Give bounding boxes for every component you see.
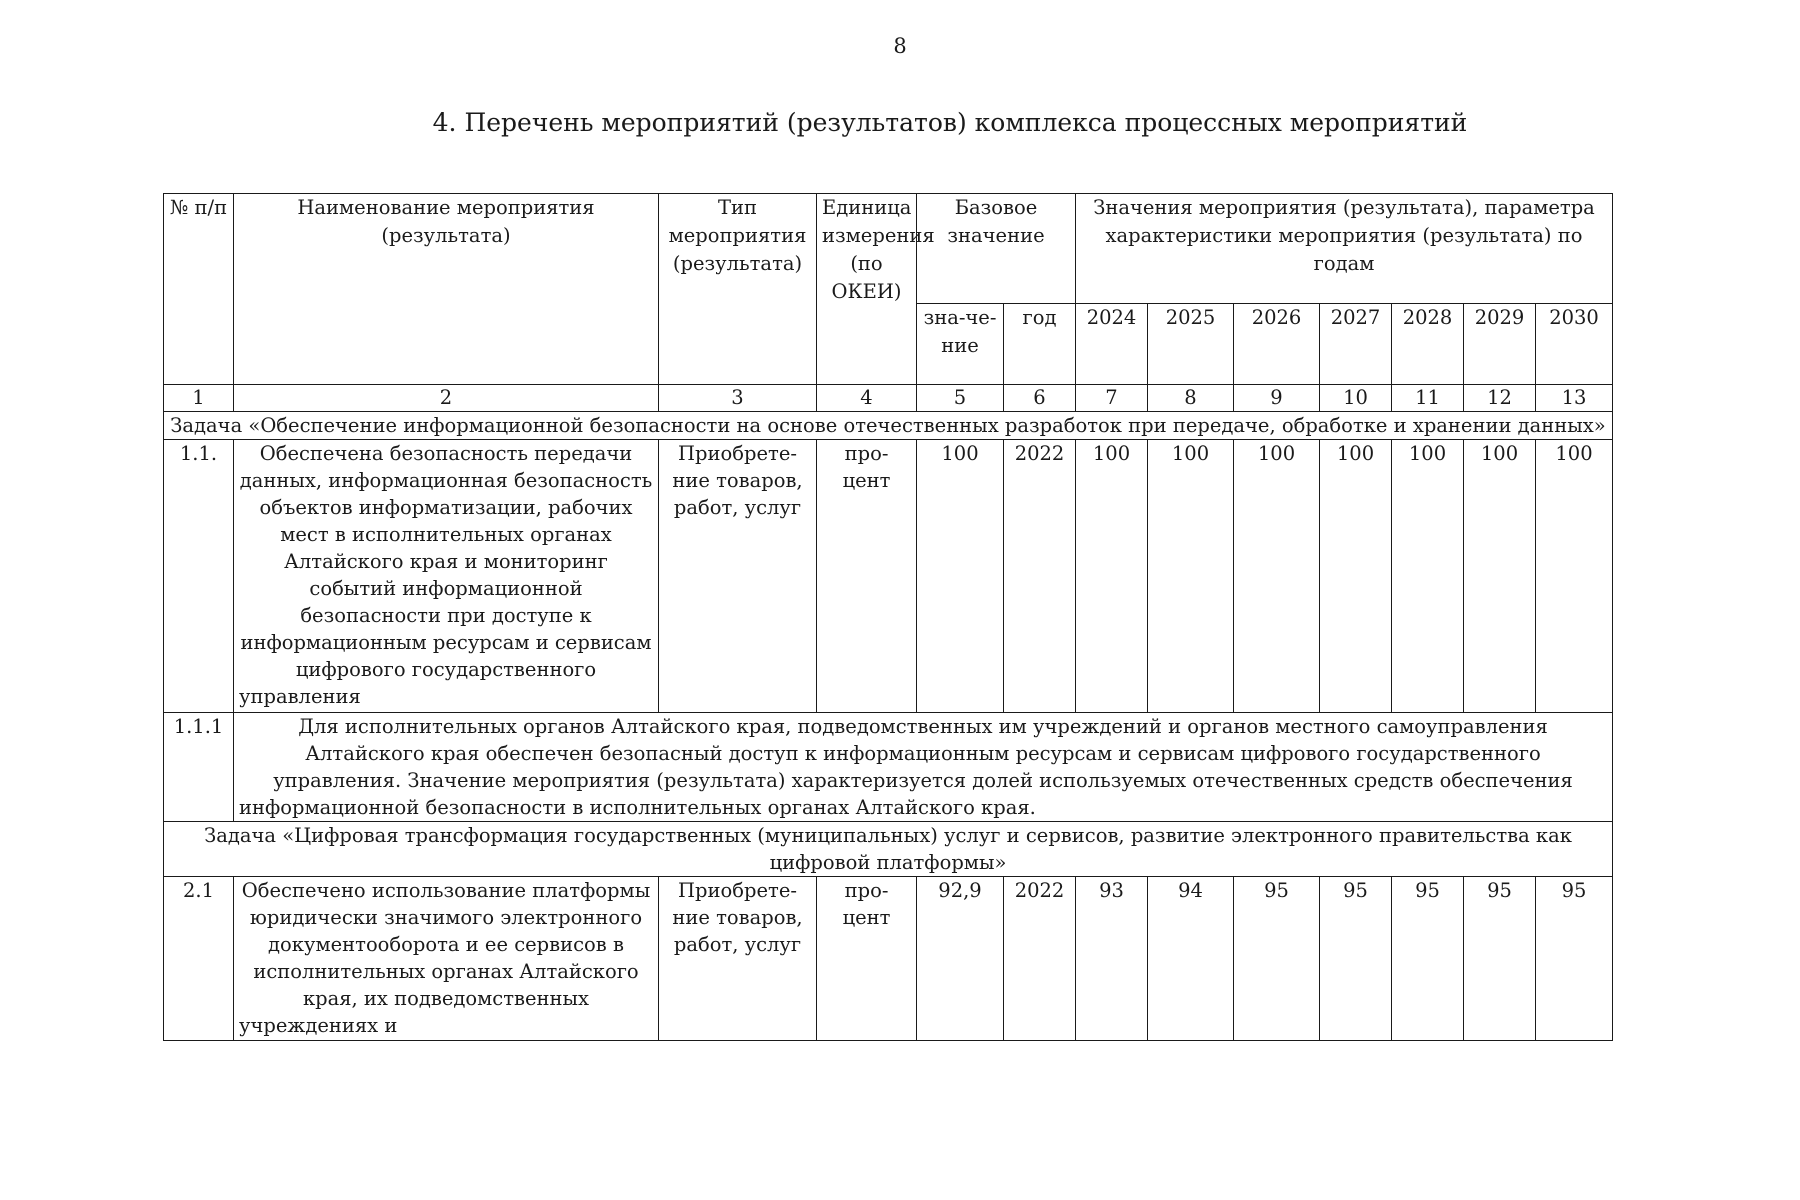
task-1-title: Задача «Обеспечение информационной безопасности на основе отечественных разработок при передаче, обработке и хранении данных» bbox=[164, 412, 1613, 440]
event-unit: про-цент bbox=[817, 440, 917, 713]
task-row bbox=[164, 412, 1613, 440]
header-year: 2029 bbox=[1464, 303, 1536, 384]
header-values: Значения мероприятия (результата), параметра характеристики мероприятия (результата) по годам bbox=[1076, 194, 1613, 304]
column-number: 3 bbox=[659, 385, 817, 412]
header-num: № п/п bbox=[164, 194, 234, 385]
base-value: 92,9 bbox=[917, 877, 1004, 1041]
header-year: 2024 bbox=[1076, 303, 1148, 384]
column-number: 2 bbox=[234, 385, 659, 412]
header-year: 2025 bbox=[1148, 303, 1234, 384]
column-number: 4 bbox=[817, 385, 917, 412]
row-num: 1.1. bbox=[164, 440, 234, 713]
year-value: 100 bbox=[1320, 440, 1392, 713]
column-number: 6 bbox=[1004, 385, 1076, 412]
year-value: 95 bbox=[1464, 877, 1536, 1041]
event-name: Обеспечено использование платформы юридически значимого электронного документооборота и ее сервисов в исполнительных органах Алтайского края, их подведомственных учреждениях и bbox=[234, 877, 659, 1041]
year-value: 100 bbox=[1148, 440, 1234, 713]
row-num: 1.1.1 bbox=[164, 713, 234, 822]
year-value: 95 bbox=[1234, 877, 1320, 1041]
year-value: 100 bbox=[1076, 440, 1148, 713]
header-year: 2026 bbox=[1234, 303, 1320, 384]
event-type: Приобрете-ние товаров, работ, услуг bbox=[659, 877, 817, 1041]
header-year: 2027 bbox=[1320, 303, 1392, 384]
event-type: Приобрете-ние товаров, работ, услуг bbox=[659, 440, 817, 713]
year-value: 100 bbox=[1464, 440, 1536, 713]
header-base-value: зна-че-ние bbox=[917, 303, 1004, 384]
year-value: 100 bbox=[1392, 440, 1464, 713]
task-2-title: Задача «Цифровая трансформация государственных (муниципальных) услуг и сервисов, развитие электронного правительства как цифровой платформы» bbox=[164, 822, 1613, 877]
event-description: Для исполнительных органов Алтайского края, подведомственных им учреждений и органов местного самоуправления Алтайского края обеспечен безопасный доступ к информационным ресурсам и сервисам цифрового государственного управления. Значение мероприятия (результата) характеризуется долей используемых отечественных средств обеспечения информационной безопасности в исполнительных органах Алтайского края. bbox=[234, 713, 1613, 822]
header-base: Базовое значение bbox=[917, 194, 1076, 304]
header-name: Наименование мероприятия (результата) bbox=[234, 194, 659, 385]
column-number: 8 bbox=[1148, 385, 1234, 412]
base-value: 100 bbox=[917, 440, 1004, 713]
year-value: 93 bbox=[1076, 877, 1148, 1041]
year-value: 95 bbox=[1536, 877, 1613, 1041]
header-unit: Единица измерения (по ОКЕИ) bbox=[817, 194, 917, 385]
document-title: 4. Перечень мероприятий (результатов) комплекса процессных мероприятий bbox=[432, 108, 1468, 137]
year-value: 100 bbox=[1536, 440, 1613, 713]
base-year: 2022 bbox=[1004, 877, 1076, 1041]
column-number: 9 bbox=[1234, 385, 1320, 412]
column-number: 5 bbox=[917, 385, 1004, 412]
year-value: 100 bbox=[1234, 440, 1320, 713]
header-year: 2030 bbox=[1536, 303, 1613, 384]
column-number: 11 bbox=[1392, 385, 1464, 412]
column-number: 1 bbox=[164, 385, 234, 412]
events-table bbox=[163, 193, 1613, 1041]
year-value: 95 bbox=[1320, 877, 1392, 1041]
base-year: 2022 bbox=[1004, 440, 1076, 713]
column-number: 7 bbox=[1076, 385, 1148, 412]
table-row bbox=[164, 877, 1613, 1041]
column-number: 10 bbox=[1320, 385, 1392, 412]
year-value: 94 bbox=[1148, 877, 1234, 1041]
header-base-year: год bbox=[1004, 303, 1076, 384]
header-year: 2028 bbox=[1392, 303, 1464, 384]
row-num: 2.1 bbox=[164, 877, 234, 1041]
task-row bbox=[164, 822, 1613, 877]
event-name: Обеспечена безопасность передачи данных, информационная безопасность объектов информатизации, рабочих мест в исполнительных органах Алтайского края и мониторинг событий информационной безопасности при доступе к информационным ресурсам и сервисам цифрового государственного управления bbox=[234, 440, 659, 713]
column-number: 12 bbox=[1464, 385, 1536, 412]
column-number-row bbox=[164, 385, 1613, 412]
column-number: 13 bbox=[1536, 385, 1613, 412]
year-value: 95 bbox=[1392, 877, 1464, 1041]
header-type: Тип мероприятия (результата) bbox=[659, 194, 817, 385]
table-row bbox=[164, 440, 1613, 713]
description-row bbox=[164, 713, 1613, 822]
page-number: 8 bbox=[893, 34, 907, 58]
event-unit: про-цент bbox=[817, 877, 917, 1041]
header-row-1 bbox=[164, 194, 1613, 304]
